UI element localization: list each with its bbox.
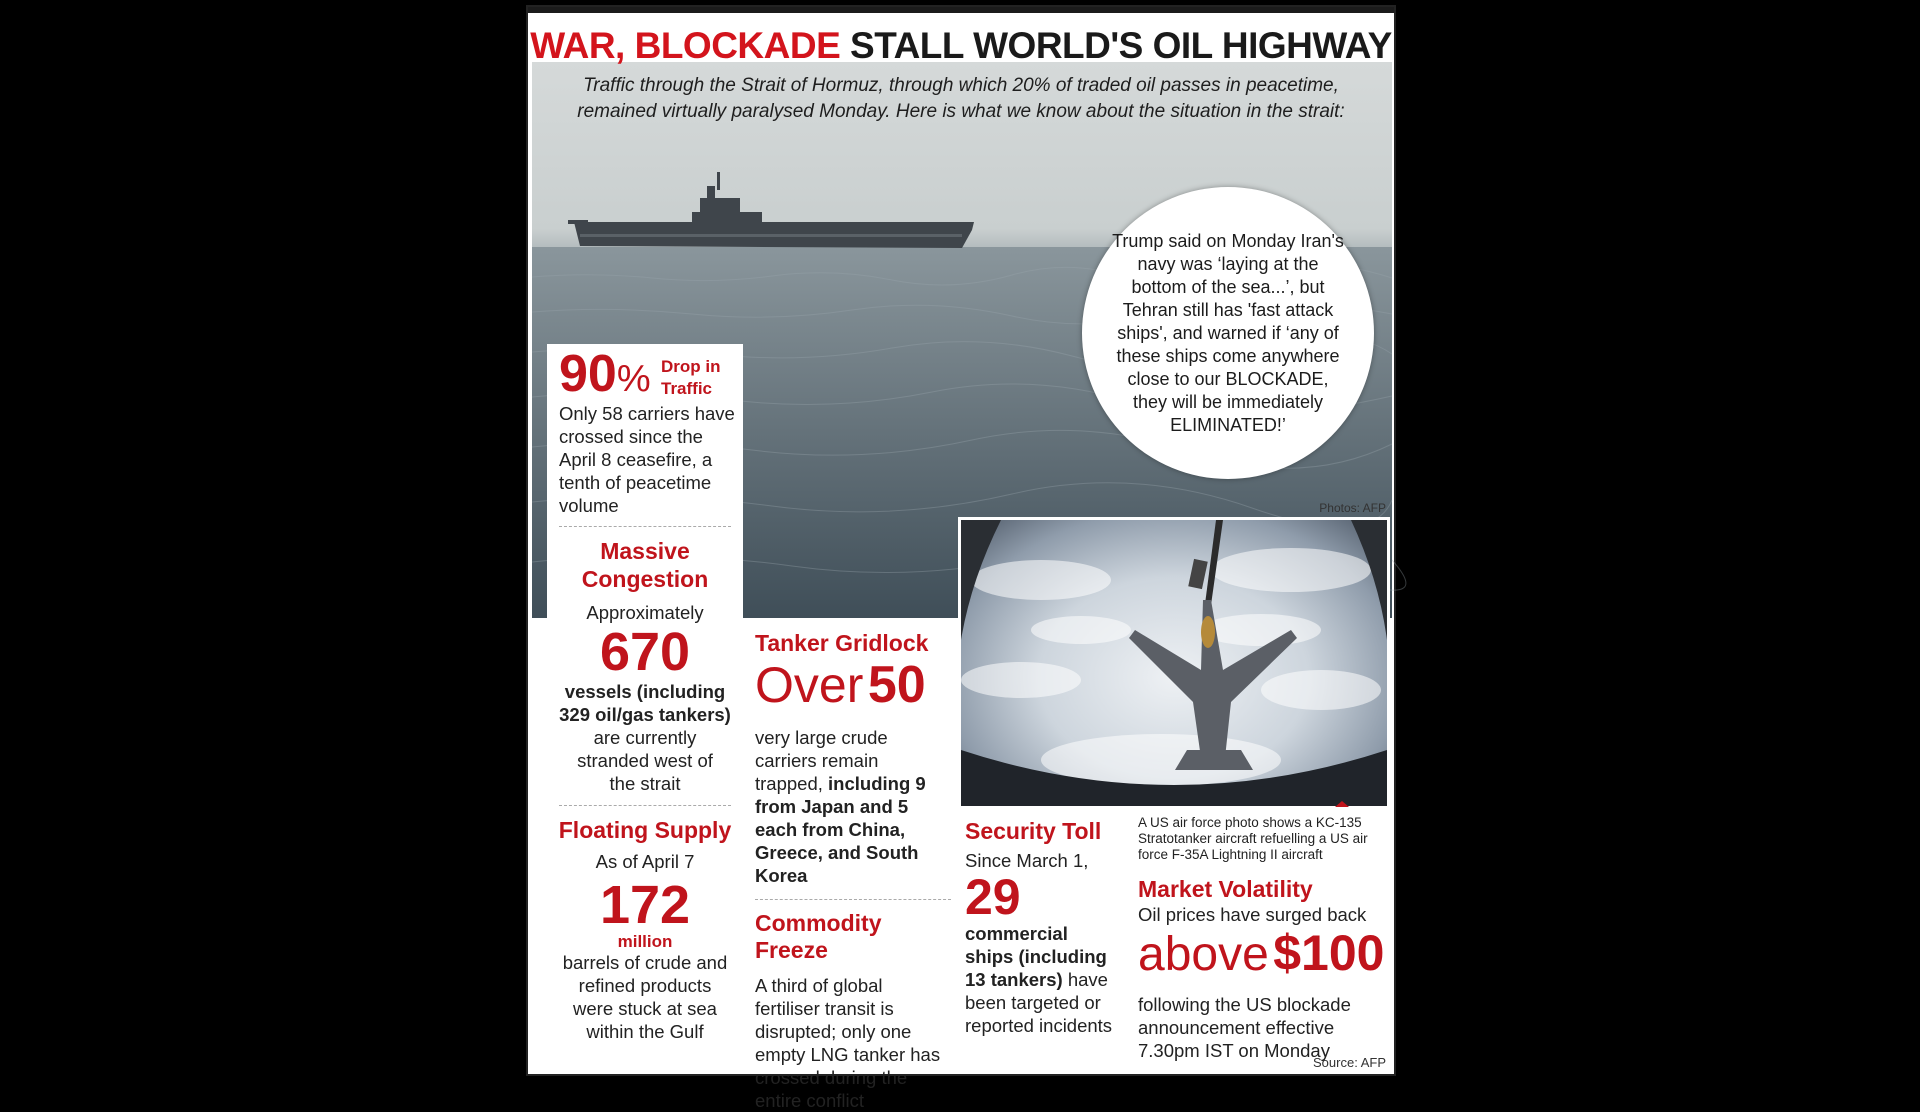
tanker-title: Tanker Gridlock [755, 630, 929, 656]
commodity-title-line-2: Freeze [755, 937, 828, 963]
floating-unit: million [617, 932, 673, 951]
congestion-block [547, 537, 743, 795]
drop-label-line-2: Traffic [661, 379, 713, 398]
drop-label-line-1: Drop in [661, 357, 721, 376]
floating-title: Floating Supply [558, 817, 732, 843]
security-block [953, 807, 1128, 1037]
congestion-text: are currently stranded west of the strait [577, 727, 713, 794]
market-above: above [1138, 928, 1269, 981]
tanker-block [743, 619, 953, 887]
floating-text: barrels of crude and refined products were stuck at sea within the Gulf [562, 952, 728, 1042]
security-pre: Since March 1, [965, 850, 1089, 871]
security-text: have been targeted or reported incidents [965, 969, 1113, 1036]
floating-pre: As of April 7 [595, 851, 695, 872]
drop-text: Only 58 carriers have crossed since the April 8 ceasefire, a tenth of peacetime volume [559, 403, 735, 516]
floating-number: 172 [599, 875, 691, 935]
subhead-line-1: Traffic through the Strait of Hormuz, through which 20% of traded oil passes in peacetime, [583, 75, 1339, 96]
tanker-number: 50 [867, 656, 926, 714]
separator [755, 899, 951, 900]
drop-percent: 90 [559, 345, 617, 403]
column-security [953, 807, 1128, 1064]
security-number: 29 [965, 869, 1021, 925]
column-middle [743, 619, 953, 1111]
tanker-over: Over [755, 657, 864, 713]
tanker-bold-text: including 9 from Japan and 5 each from China, Greece, and South Korea [755, 773, 926, 886]
security-bold-text: commercial ships (including 13 tankers) [965, 923, 1107, 990]
congestion-number: 670 [599, 622, 691, 682]
market-title: Market Volatility [1138, 876, 1313, 902]
market-block [1138, 875, 1388, 1062]
tanker-text: very large crude carriers remain trapped, [755, 727, 888, 794]
photo-caption: A US air force photo shows a KC-135 Stratotanker aircraft refuelling a US air force F-35A Lightning II aircraft [1138, 815, 1368, 862]
headline [528, 25, 1394, 67]
commodity-title-line-1: Commodity [755, 910, 882, 936]
quote-bubble [1082, 187, 1374, 479]
drop-block [547, 344, 743, 516]
floating-block [547, 816, 743, 1043]
top-rule [528, 7, 1394, 13]
congestion-pre: Approximately [586, 602, 704, 623]
source-credit: Source: AFP [1313, 1055, 1386, 1070]
market-amount: $100 [1273, 925, 1385, 981]
market-text: following the US blockade announcement effective 7.30pm IST on Monday [1138, 994, 1351, 1061]
security-title: Security Toll [965, 818, 1102, 844]
column-left [547, 344, 743, 1064]
headline-black: STALL WORLD'S OIL HIGHWAY [850, 25, 1392, 66]
photo-credit: Photos: AFP [1319, 501, 1386, 515]
commodity-text: A third of global fertiliser transit is disrupted; only one empty LNG tanker has crossed during the entire conflict [755, 975, 941, 1111]
subhead-line-2: remained virtually paralysed Monday. Here is what we know about the situation in the strait: [577, 101, 1345, 122]
headline-red: WAR, BLOCKADE [530, 25, 841, 66]
drop-percent-sign: % [616, 358, 651, 400]
congestion-bold-text: vessels (including 329 oil/gas tankers) [559, 681, 731, 725]
column-market [1128, 807, 1393, 1064]
congestion-title-line-1: Massive [600, 538, 690, 564]
quote-text: Trump said on Monday Iran's navy was ‘laying at the bottom of the sea...’, but Tehran still has 'fast attack ships', and warned if ‘any of these ships come anywhere close to our BLOCKADE, they will be immediately ELIMINATED!’ [1112, 230, 1344, 435]
subhead [528, 73, 1394, 125]
congestion-title-line-2: Congestion [581, 566, 709, 592]
refuelling-photo [958, 517, 1390, 809]
separator [559, 805, 731, 806]
commodity-block [743, 910, 953, 1112]
separator [559, 526, 731, 527]
infographic-page [526, 5, 1396, 1111]
market-pre: Oil prices have surged back [1138, 904, 1367, 925]
